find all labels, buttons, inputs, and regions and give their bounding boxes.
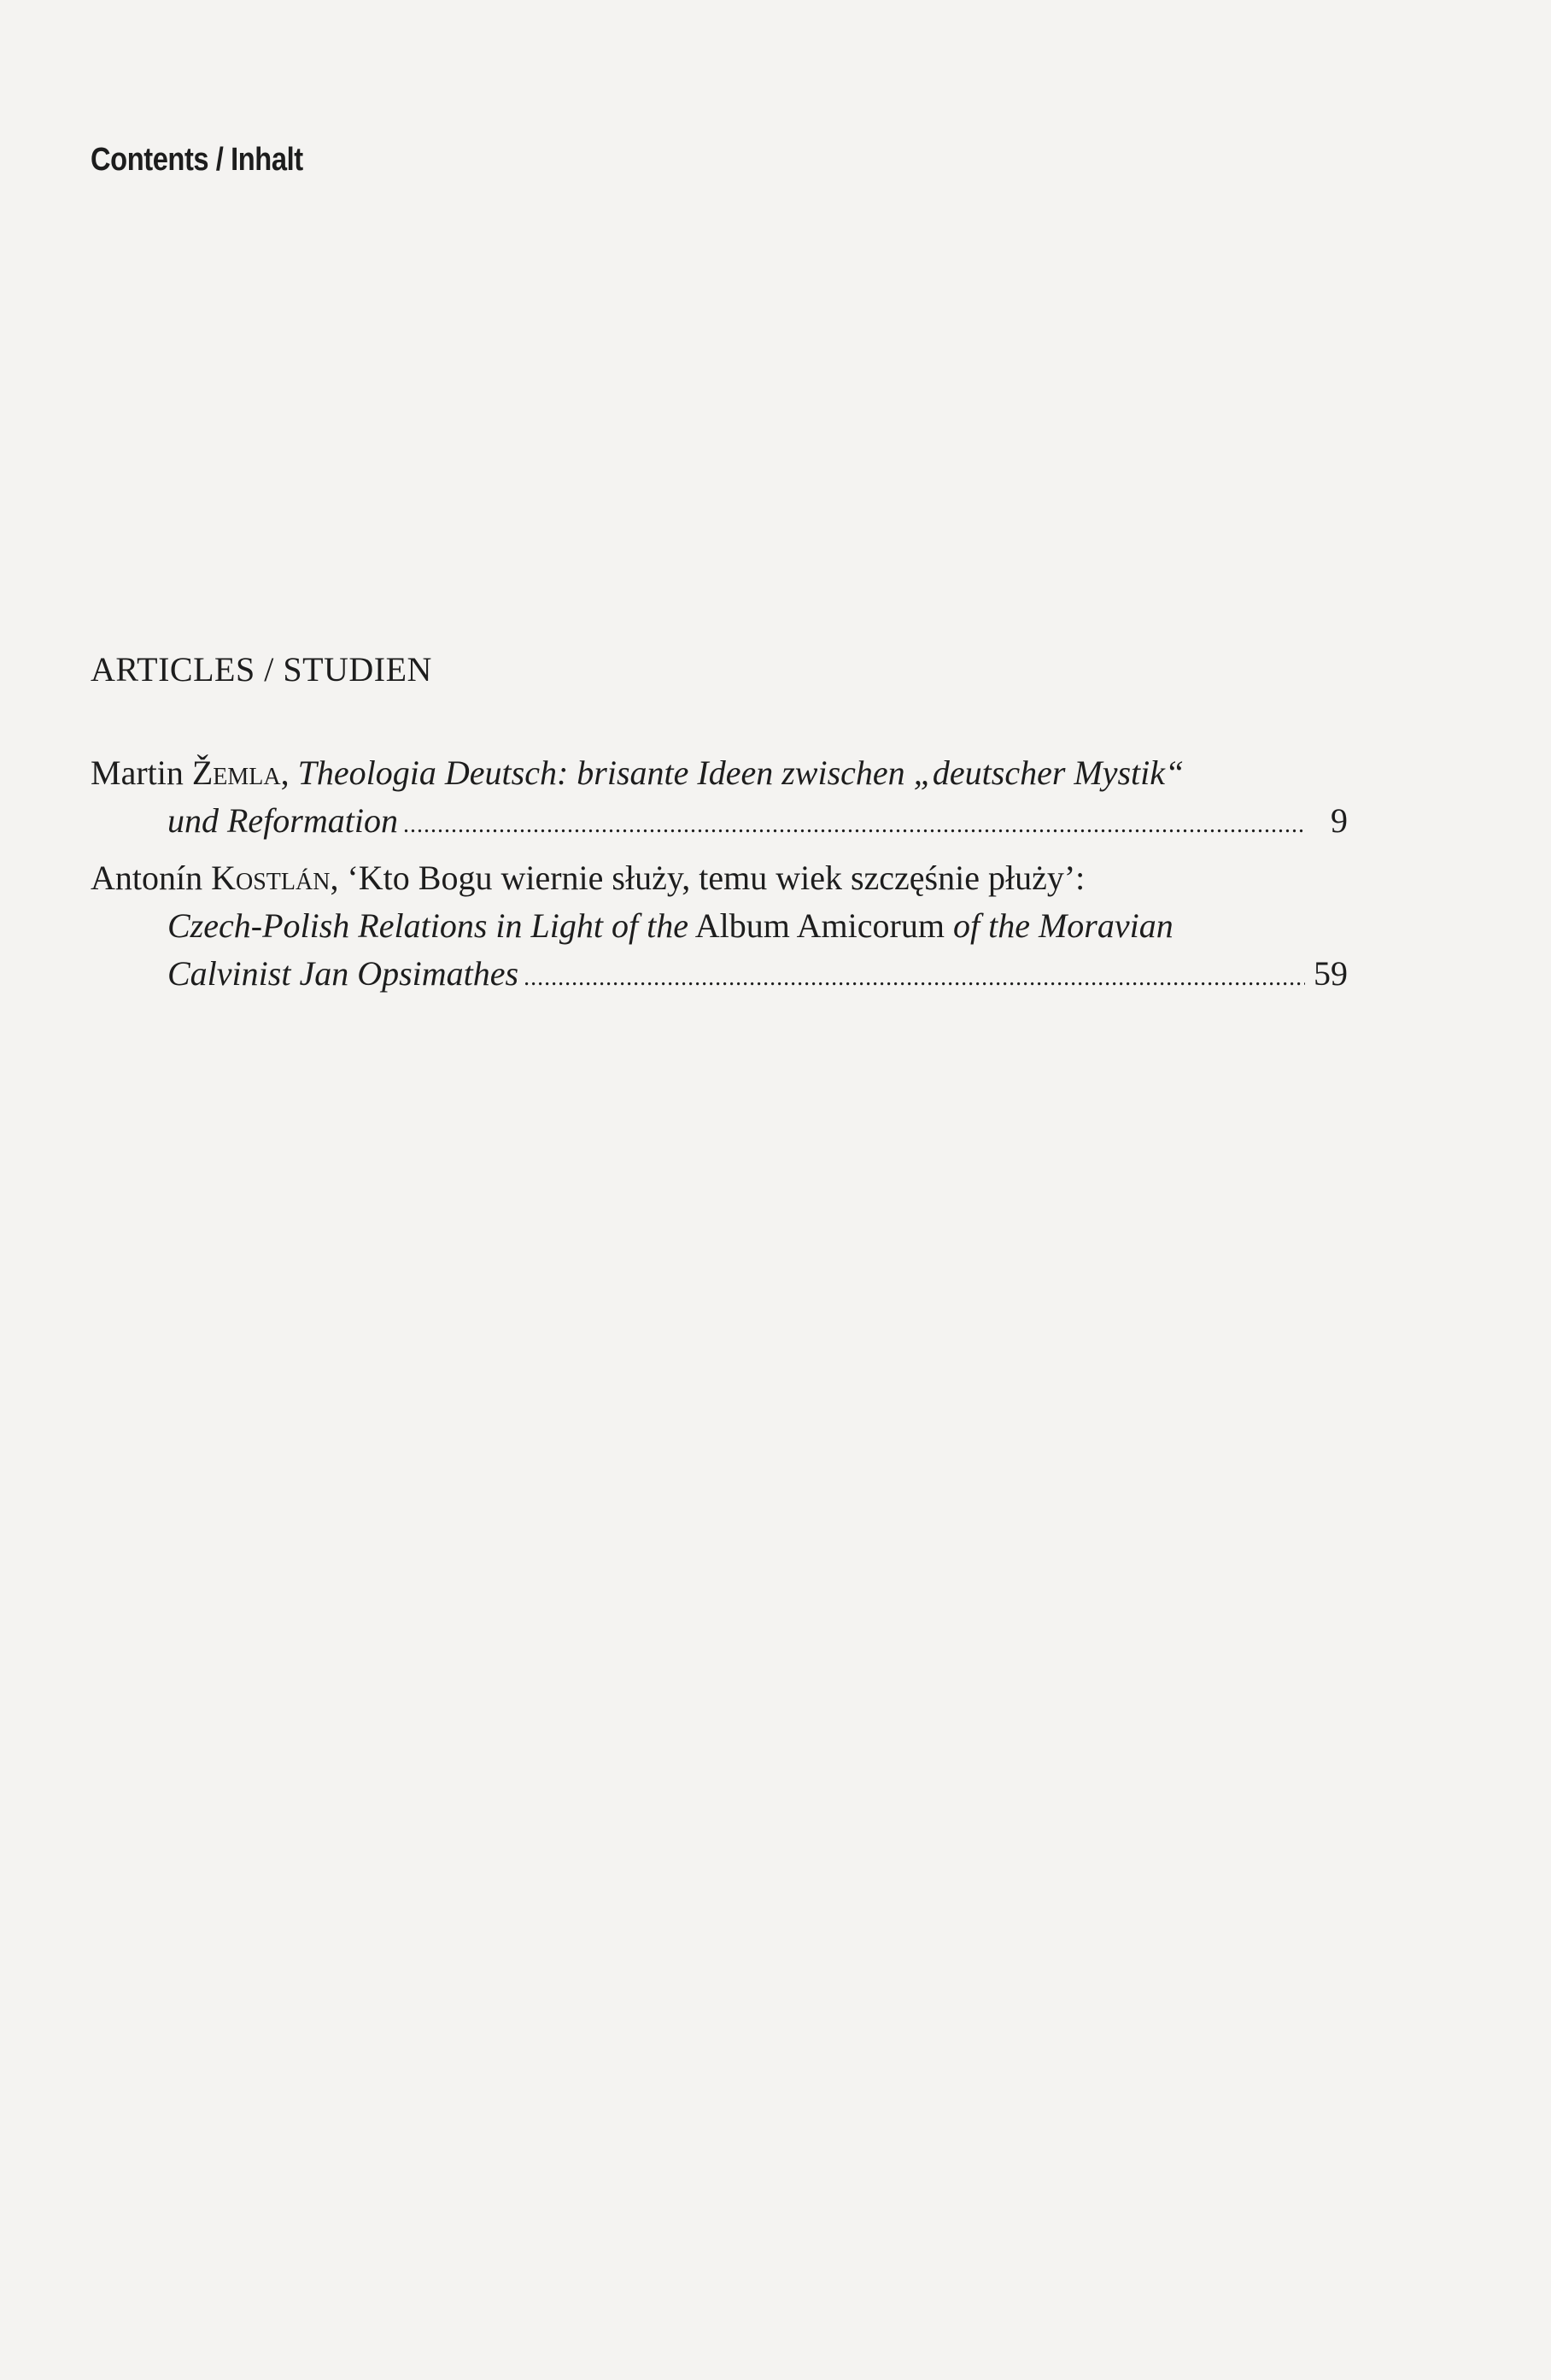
article-title: Theologia Deutsch: brisante Ideen zwischen „deutscher Mystik“ bbox=[297, 753, 1185, 792]
author-first: Antonín bbox=[91, 859, 203, 897]
article-title: ‘Kto Bogu wiernie służy, temu wiek szczęśnie płuży’: bbox=[347, 859, 1086, 897]
author-surname: Kostlán bbox=[211, 859, 331, 897]
page-ref: 59 bbox=[1314, 954, 1348, 993]
author-surname: Žemla bbox=[191, 753, 281, 792]
page-ref: 9 bbox=[1331, 801, 1348, 840]
toc-entry-article-2[interactable]: Antonín Kostlán, ‘Kto Bogu wiernie służy, temu wiek szczęśnie płuży’: Czech-Polish Relations in Light of the Album Amicorum of the Moravian Calvinist Jan Opsimathes ..... 59 bbox=[91, 854, 1348, 998]
articles-heading: ARTICLES / STUDIEN bbox=[91, 650, 432, 689]
page-header: Contents / Inhalt bbox=[91, 142, 303, 178]
article-title: Czech-Polish Relations in Light of the bbox=[167, 906, 688, 945]
dot-leader bbox=[524, 954, 1305, 1002]
article-title: und Reformation bbox=[167, 801, 398, 840]
dot-leader bbox=[403, 801, 1305, 849]
article-title: of the Moravian bbox=[952, 906, 1173, 945]
article-title: Album Amicorum bbox=[694, 906, 945, 945]
author-first: Martin bbox=[91, 753, 184, 792]
toc-entry-article-1[interactable]: Martin Žemla, Theologia Deutsch: brisante Ideen zwischen „deutscher Mystik“ und Reformation ..... 9 bbox=[91, 749, 1348, 845]
article-title: Calvinist Jan Opsimathes bbox=[167, 954, 519, 993]
